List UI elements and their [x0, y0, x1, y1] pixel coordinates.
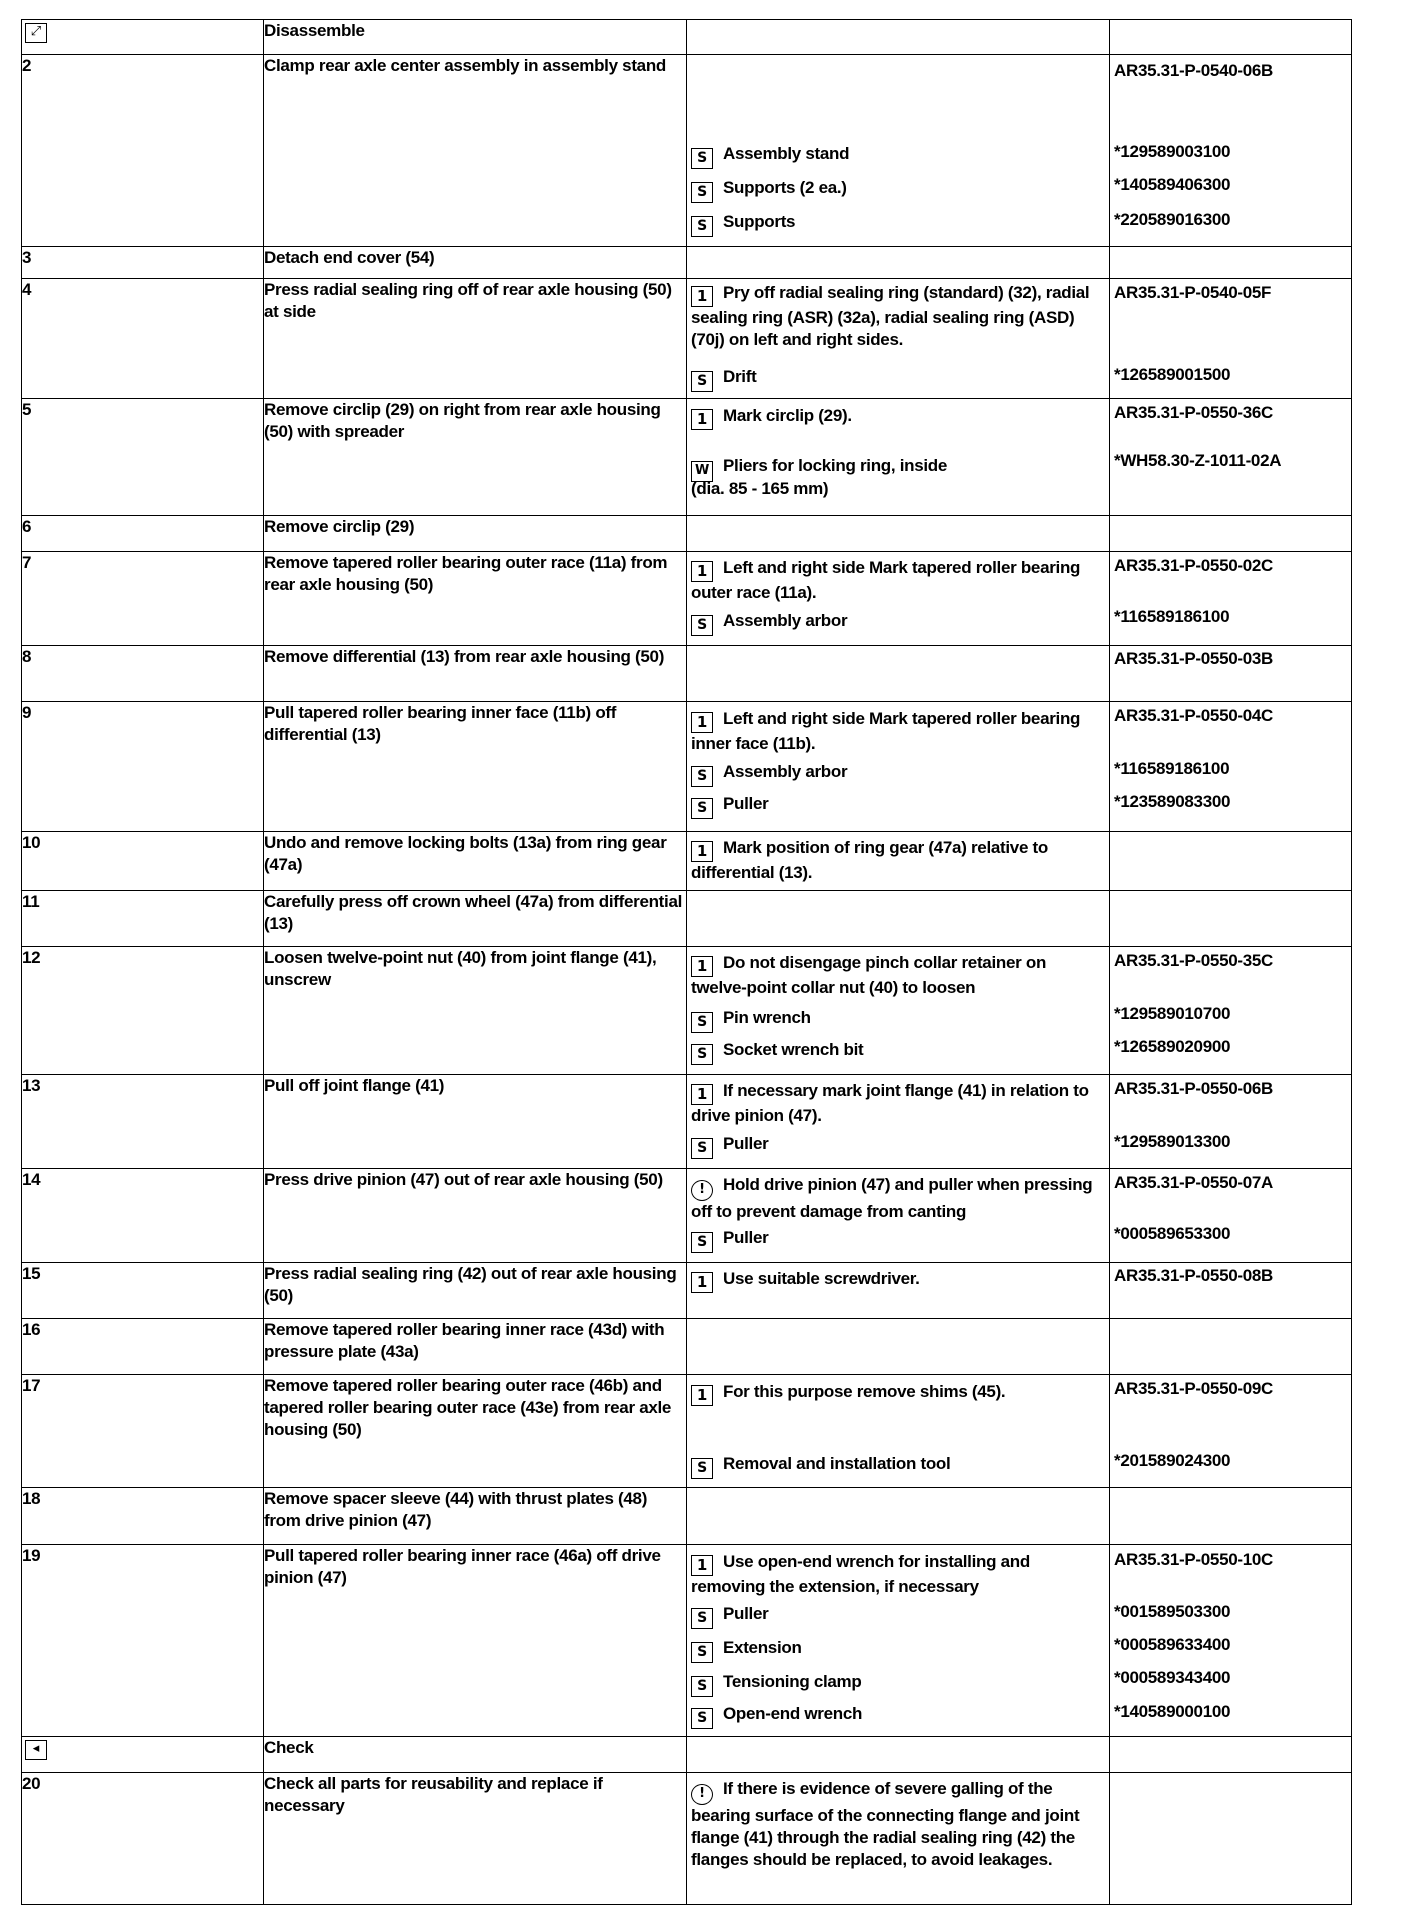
step-cell: 20 — [22, 1773, 264, 1905]
caution-icon: ! — [691, 1180, 713, 1201]
info-icon: 1 — [691, 841, 713, 862]
note-text: Mark circlip (29). — [723, 406, 852, 425]
tool-number: *126589020900 — [1114, 1037, 1231, 1056]
step-cell: 17 — [22, 1375, 264, 1488]
action-cell: Loosen twelve-point nut (40) from joint flange (41), unscrew — [264, 947, 687, 1075]
tool-number: *123589083300 — [1114, 792, 1231, 811]
tool-number: *000589653300 — [1114, 1224, 1231, 1243]
note-text: Pry off radial sealing ring (standard) (32), radial sealing ring (ASR) (32a), radial sealing ring (ASD) (70j) on left and right sides. — [691, 283, 1090, 349]
tool-label: Assembly stand — [723, 144, 850, 163]
info-icon: 1 — [691, 561, 713, 582]
table-row — [22, 247, 1352, 279]
tool-label: Assembly arbor — [723, 611, 848, 630]
note-cell — [687, 1773, 1110, 1905]
note-cell — [687, 279, 1110, 399]
tool-label: Tensioning clamp — [723, 1672, 862, 1691]
table-row — [22, 1263, 1352, 1319]
reference-code: AR35.31-P-0550-06B — [1114, 1079, 1274, 1098]
tool-icon: S — [691, 1012, 713, 1033]
action-cell: Detach end cover (54) — [264, 247, 687, 279]
tool-icon: S — [691, 1044, 713, 1065]
tool-number: *126589001500 — [1114, 365, 1231, 384]
tool-number: *000589633400 — [1114, 1635, 1231, 1654]
table-row — [22, 891, 1352, 947]
step-cell: 15 — [22, 1263, 264, 1319]
tool-label: Socket wrench bit — [723, 1040, 864, 1059]
info-icon: 1 — [691, 1385, 713, 1406]
note-text: If necessary mark joint flange (41) in relation to drive pinion (47). — [691, 1081, 1089, 1125]
reference-code: AR35.31-P-0550-02C — [1114, 556, 1274, 575]
tool-icon: S — [691, 1676, 713, 1697]
action-cell: Pull tapered roller bearing inner face (11b) off differential (13) — [264, 702, 687, 832]
step-cell: 18 — [22, 1488, 264, 1545]
tool-number: *129589013300 — [1114, 1132, 1231, 1151]
note-cell — [687, 552, 1110, 646]
tool-label: Supports — [723, 212, 796, 231]
tool-number: *001589503300 — [1114, 1602, 1231, 1621]
ref-cell — [1110, 702, 1352, 832]
tool-icon: S — [691, 1458, 713, 1479]
tool-label-detail: (dia. 85 - 165 mm) — [691, 479, 829, 498]
tool-label: Removal and installation tool — [723, 1454, 951, 1473]
reference-code: AR35.31-P-0550-03B — [1114, 649, 1274, 668]
check-icon: ◂ — [25, 1740, 47, 1760]
reference-code: AR35.31-P-0550-07A — [1114, 1173, 1274, 1192]
note-text: Hold drive pinion (47) and puller when pressing off to prevent damage from canting — [691, 1175, 1093, 1221]
tool-label: Puller — [723, 1134, 769, 1153]
tool-number: *140589406300 — [1114, 175, 1231, 194]
caution-icon: ! — [691, 1784, 713, 1805]
note-cell — [687, 55, 1110, 247]
action-cell: Remove differential (13) from rear axle housing (50) — [264, 646, 687, 702]
table-row — [22, 702, 1352, 832]
step-cell: 16 — [22, 1319, 264, 1375]
step-cell: 10 — [22, 832, 264, 891]
step-cell — [22, 20, 264, 55]
step-cell: 8 — [22, 646, 264, 702]
table-row — [22, 1488, 1352, 1545]
tool-label: Extension — [723, 1638, 802, 1657]
table-row — [22, 1545, 1352, 1737]
reference-code: AR35.31-P-0550-04C — [1114, 706, 1274, 725]
step-cell: 13 — [22, 1075, 264, 1169]
tool-label: Supports (2 ea.) — [723, 178, 847, 197]
step-cell: 14 — [22, 1169, 264, 1263]
special-tool-icon: W — [691, 461, 713, 482]
note-cell — [687, 399, 1110, 516]
step-cell: 6 — [22, 516, 264, 552]
reference-code: AR35.31-P-0540-05F — [1114, 283, 1272, 302]
tool-number: *220589016300 — [1114, 210, 1231, 229]
tool-label: Drift — [723, 367, 757, 386]
tool-icon: S — [691, 766, 713, 787]
note-text: If there is evidence of severe galling of the bearing surface of the connecting flange and joint flange (41) through the radial sealing ring (42) the flanges should be replaced, to avoid leakages. — [691, 1779, 1080, 1869]
action-cell: Remove spacer sleeve (44) with thrust plates (48) from drive pinion (47) — [264, 1488, 687, 1545]
tool-number: *116589186100 — [1114, 607, 1230, 626]
tool-icon: S — [691, 371, 713, 392]
table-row — [22, 20, 1352, 55]
action-cell: Remove tapered roller bearing inner race (43d) with pressure plate (43a) — [264, 1319, 687, 1375]
info-icon: 1 — [691, 956, 713, 977]
note-text: Left and right side Mark tapered roller bearing inner face (11b). — [691, 709, 1081, 753]
tool-label: Assembly arbor — [723, 762, 848, 781]
procedure-table — [21, 19, 1352, 1905]
ref-cell — [1110, 947, 1352, 1075]
action-cell: Check — [264, 1737, 687, 1773]
note-text: Use open-end wrench for installing and removing the extension, if necessary — [691, 1552, 1030, 1596]
note-cell — [687, 1375, 1110, 1488]
ref-cell — [1110, 1169, 1352, 1263]
tool-number: *116589186100 — [1114, 759, 1230, 778]
ref-cell — [1110, 1263, 1352, 1319]
table-row — [22, 832, 1352, 891]
table-row — [22, 1737, 1352, 1773]
tool-icon: S — [691, 148, 713, 169]
table-row — [22, 516, 1352, 552]
step-cell — [22, 1737, 264, 1773]
tool-label: Pin wrench — [723, 1008, 811, 1027]
table-row — [22, 279, 1352, 399]
table-row — [22, 1319, 1352, 1375]
ref-cell — [1110, 399, 1352, 516]
tool-label: Puller — [723, 794, 769, 813]
disassemble-icon: ⤢ — [25, 23, 47, 43]
action-cell: Pull tapered roller bearing inner race (46a) off drive pinion (47) — [264, 1545, 687, 1737]
action-cell: Carefully press off crown wheel (47a) from differential (13) — [264, 891, 687, 947]
step-cell: 9 — [22, 702, 264, 832]
action-cell: Remove tapered roller bearing outer race (11a) from rear axle housing (50) — [264, 552, 687, 646]
tool-number: *129589003100 — [1114, 142, 1231, 161]
table-row — [22, 1375, 1352, 1488]
table-row — [22, 646, 1352, 702]
info-icon: 1 — [691, 1555, 713, 1576]
tool-icon: S — [691, 182, 713, 203]
reference-code: AR35.31-P-0550-09C — [1114, 1379, 1274, 1398]
step-cell: 19 — [22, 1545, 264, 1737]
tool-label: Puller — [723, 1604, 769, 1623]
info-icon: 1 — [691, 286, 713, 307]
step-cell: 7 — [22, 552, 264, 646]
ref-cell — [1110, 1545, 1352, 1737]
step-cell: 5 — [22, 399, 264, 516]
note-text: For this purpose remove shims (45). — [723, 1382, 1006, 1401]
action-cell: Remove tapered roller bearing outer race (46b) and tapered roller bearing outer race (43e) from rear axle housing (50) — [264, 1375, 687, 1488]
note-text: Left and right side Mark tapered roller bearing outer race (11a). — [691, 558, 1081, 602]
ref-cell — [1110, 1375, 1352, 1488]
reference-code: AR35.31-P-0550-08B — [1114, 1266, 1274, 1285]
action-cell: Check all parts for reusability and replace if necessary — [264, 1773, 687, 1905]
step-cell: 3 — [22, 247, 264, 279]
step-cell: 11 — [22, 891, 264, 947]
action-cell: Undo and remove locking bolts (13a) from ring gear (47a) — [264, 832, 687, 891]
info-icon: 1 — [691, 1084, 713, 1105]
reference-code: AR35.31-P-0550-10C — [1114, 1550, 1274, 1569]
ref-cell — [1110, 279, 1352, 399]
table-row — [22, 552, 1352, 646]
reference-code: AR35.31-P-0550-36C — [1114, 403, 1274, 422]
tool-icon: S — [691, 798, 713, 819]
info-icon: 1 — [691, 712, 713, 733]
tool-icon: S — [691, 615, 713, 636]
tool-icon: S — [691, 216, 713, 237]
tool-icon: S — [691, 1608, 713, 1629]
tool-number: *140589000100 — [1114, 1702, 1231, 1721]
action-cell: Remove circlip (29) — [264, 516, 687, 552]
note-text: Mark position of ring gear (47a) relative to differential (13). — [691, 838, 1048, 882]
ref-cell — [1110, 1075, 1352, 1169]
action-cell: Pull off joint flange (41) — [264, 1075, 687, 1169]
tool-icon: S — [691, 1232, 713, 1253]
note-cell — [687, 832, 1110, 891]
tool-label: Puller — [723, 1228, 769, 1247]
action-cell: Remove circlip (29) on right from rear axle housing (50) with spreader — [264, 399, 687, 516]
info-icon: 1 — [691, 409, 713, 430]
tool-label: Open-end wrench — [723, 1704, 863, 1723]
tool-number: *129589010700 — [1114, 1004, 1231, 1023]
step-cell: 12 — [22, 947, 264, 1075]
action-cell: Press drive pinion (47) out of rear axle housing (50) — [264, 1169, 687, 1263]
table-row — [22, 1773, 1352, 1905]
action-cell: Press radial sealing ring off of rear axle housing (50) at side — [264, 279, 687, 399]
action-cell: Disassemble — [264, 20, 687, 55]
tool-label: Pliers for locking ring, inside — [723, 456, 948, 475]
table-row — [22, 55, 1352, 247]
tool-icon: S — [691, 1642, 713, 1663]
ref-cell — [1110, 552, 1352, 646]
tool-number: *201589024300 — [1114, 1451, 1231, 1470]
table-row — [22, 1075, 1352, 1169]
note-cell — [687, 1169, 1110, 1263]
note-text: Do not disengage pinch collar retainer on twelve-point collar nut (40) to loosen — [691, 953, 1047, 997]
note-cell — [687, 1263, 1110, 1319]
note-cell — [687, 947, 1110, 1075]
note-text: Use suitable screwdriver. — [723, 1269, 920, 1288]
action-cell: Clamp rear axle center assembly in assembly stand — [264, 55, 687, 247]
ref-cell — [1110, 55, 1352, 247]
tool-number: *000589343400 — [1114, 1668, 1231, 1687]
note-cell — [687, 702, 1110, 832]
table-row — [22, 947, 1352, 1075]
tool-icon: S — [691, 1708, 713, 1729]
action-cell: Press radial sealing ring (42) out of rear axle housing (50) — [264, 1263, 687, 1319]
info-icon: 1 — [691, 1272, 713, 1293]
reference-code: AR35.31-P-0550-35C — [1114, 951, 1274, 970]
tool-icon: S — [691, 1138, 713, 1159]
tool-number: *WH58.30-Z-1011-02A — [1114, 451, 1282, 470]
ref-cell — [1110, 646, 1352, 702]
reference-code: AR35.31-P-0540-06B — [1114, 61, 1274, 80]
step-cell: 2 — [22, 55, 264, 247]
note-cell — [687, 1545, 1110, 1737]
step-cell: 4 — [22, 279, 264, 399]
table-row — [22, 1169, 1352, 1263]
table-row — [22, 399, 1352, 516]
note-cell — [687, 1075, 1110, 1169]
